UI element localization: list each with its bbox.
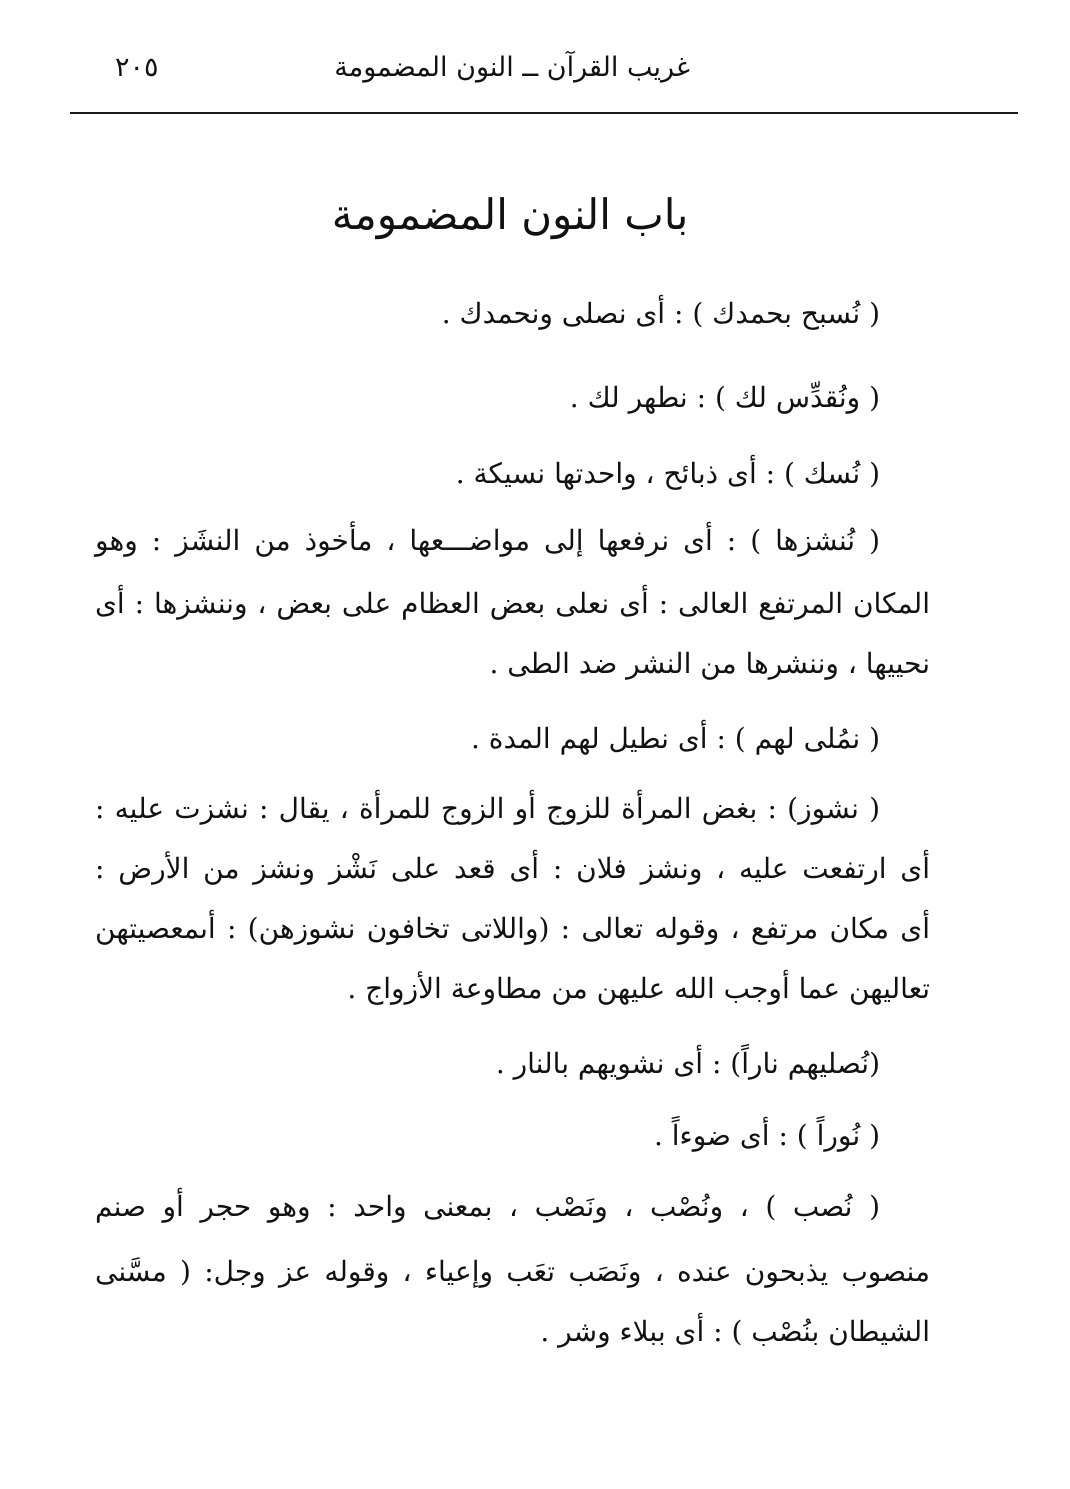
running-header-title: غريب القرآن ــ النون المضمومة — [334, 52, 690, 83]
entry-line: تعاليهن عما أوجب الله عليهن من مطاوعة الأزواج . — [347, 972, 930, 1005]
header-divider — [70, 112, 1018, 114]
entry-line: نحييها ، وننشرها من النشر ضد الطى . — [489, 647, 930, 680]
chapter-title: باب النون المضمومة — [331, 190, 689, 239]
entry-line: ( نُوراً ) : أى ضوءاً . — [653, 1119, 880, 1152]
page-number: ٢٠٥ — [115, 52, 159, 83]
entry-line: ( ونُقدِّس لك ) : نطهر لك . — [569, 381, 880, 414]
entry-line: ( نشوز) : بغض المرأة للزوج أو الزوج للمرأة ، يقال : نشزت عليه : — [95, 792, 880, 825]
entry-line: ( نمُلى لهم ) : أى نطيل لهم المدة . — [471, 722, 880, 755]
entry-line: الشيطان بنُصْب ) : أى ببلاء وشر . — [540, 1315, 930, 1348]
entry-line: (نُصليهم ناراً) : أى نشويهم بالنار . — [495, 1047, 880, 1080]
entry-line: ( نُسبح بحمدك ) : أى نصلى ونحمدك . — [441, 297, 880, 330]
entry-line: ( نُسك ) : أى ذبائح ، واحدتها نسيكة . — [455, 457, 880, 490]
entry-line: أى ارتفعت عليه ، ونشز فلان : أى قعد على نَشْز ونشز من الأرض : — [95, 852, 930, 885]
entry-line: أى مكان مرتفع ، وقوله تعالى : (واللاتى تخافون نشوزهن) : أىمعصيتهن — [95, 912, 930, 945]
entry-line: ( نُنشزها ) : أى نرفعها إلى مواضـــعها ، مأخوذ من النشَز : وهو — [95, 524, 880, 557]
entry-line: منصوب يذبحون عنده ، ونَصَب تعَب وإعياء ، وقوله عز وجل: ( مسَّنى — [95, 1255, 930, 1288]
entry-line: المكان المرتفع العالى : أى نعلى بعض العظام على بعض ، وننشزها : أى — [95, 587, 930, 620]
entry-line: ( نُصب ) ، ونُصْب ، ونَصْب ، بمعنى واحد : وهو حجر أو صنم — [95, 1190, 880, 1223]
